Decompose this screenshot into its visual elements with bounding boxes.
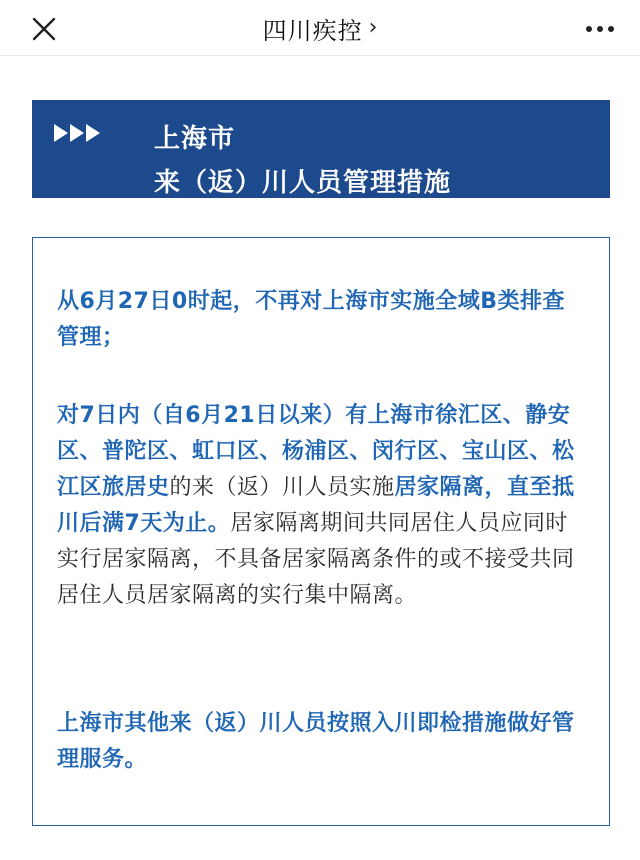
arrow-triangle [86,124,100,142]
page-title: 四川疾控 [262,16,363,45]
plain-text: 居家隔离期间共同居住人员应同时实行居家隔离，不具备居家隔离条件的或不接受共同居住人员居家隔离的实行集中隔离。 [57,511,575,608]
more-dots-icon[interactable] [580,14,620,44]
section-banner [32,100,610,198]
highlight-districts: 对7日内（自6月21日以来）有上海市徐汇区、静安区、普陀区、虹口区、杨浦区、闵行区、宝山区、松江区旅居史 [57,403,575,500]
dot [608,26,614,32]
banner-city: 上海市 [154,124,236,154]
banner-heading: 来（返）川人员管理措施 [154,168,452,198]
top-navigation-bar [0,0,640,56]
measure-paragraph-2 [57,398,587,614]
arrow-triangle [70,124,84,142]
chevron-right-icon: › [368,15,378,40]
highlight-home-quarantine: 居家隔离，直至抵川后满7天为止。 [57,475,575,536]
measures-card [32,237,610,826]
dot [586,26,592,32]
measure-paragraph-3: 上海市其他来（返）川人员按照入川即检措施做好管理服务。 [57,711,575,772]
account-title-link[interactable] [0,10,640,46]
arrow-triangle [54,124,68,142]
measure-paragraph-1: 从6月27日0时起，不再对上海市实施全域B类排查管理； [57,289,566,350]
dot [597,26,603,32]
triple-arrow-icon [54,124,100,146]
plain-text: 的来（返）川人员实施 [169,475,395,500]
